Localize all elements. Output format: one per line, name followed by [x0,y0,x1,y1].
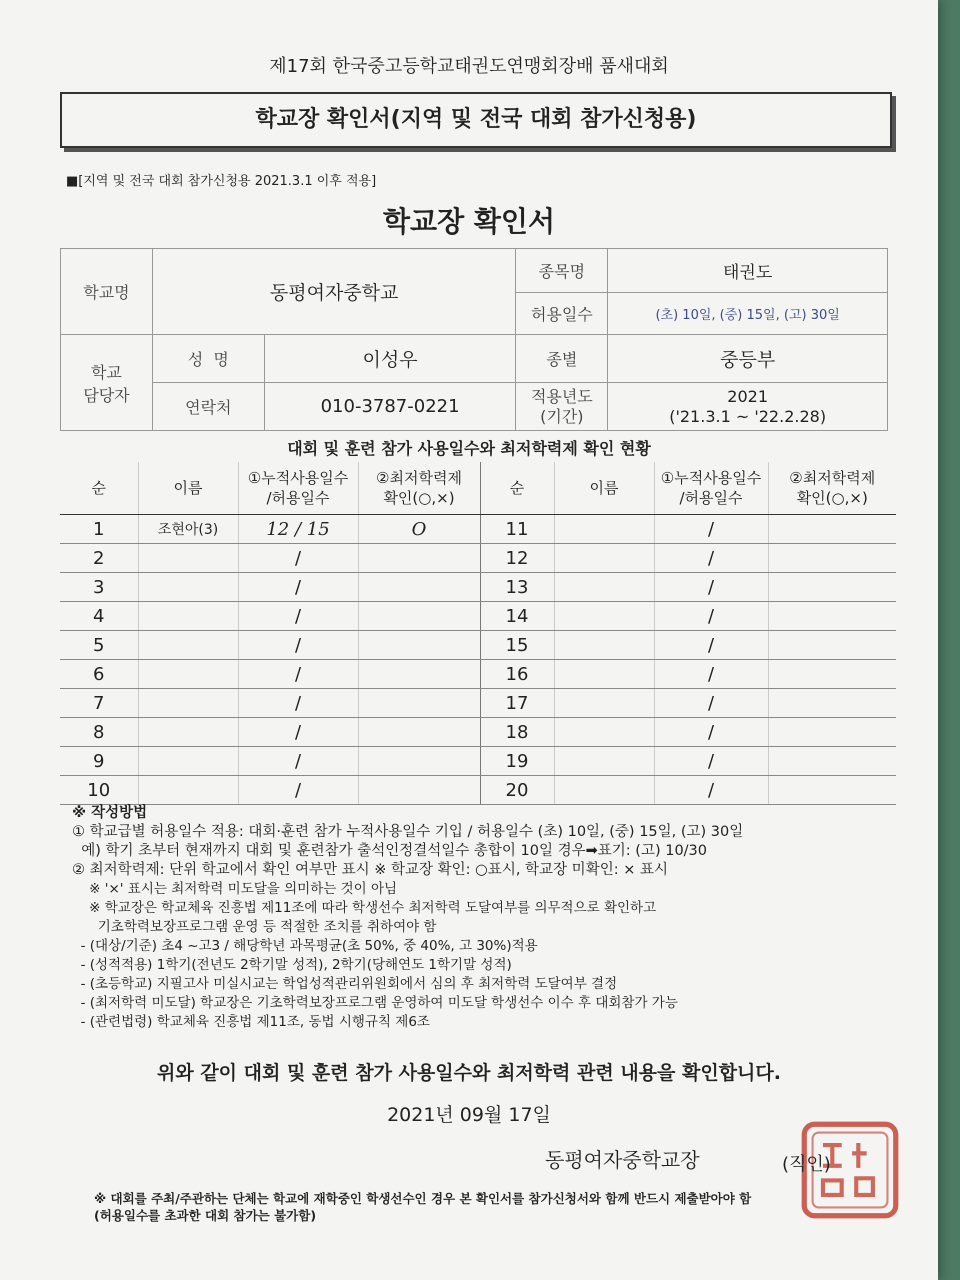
instruction-line: ※ 작성방법 [72,805,148,821]
row-number: 12 [480,544,554,573]
student-name [554,573,654,602]
usage-roster-table [60,462,896,805]
table-row [60,718,896,747]
instruction-line: - (대상/기준) 초4 ~고3 / 해당학년 과목평균(초 50%, 중 40%, 고 30%)적용 [72,938,538,954]
row-number: 1 [60,515,138,544]
header-cumulative-line1: ①누적사용일수 [247,469,349,487]
academic-check [768,776,896,805]
instruction-line: - (관련법령) 학교체육 진흥법 제11조, 동법 시행규칙 제6조 [72,1014,430,1030]
header-academic-line2: 확인(○,×) [383,489,455,507]
used-days: / [654,718,768,747]
academic-check [358,660,480,689]
event-label: 종목명 [516,249,608,293]
used-days: / [238,631,358,660]
row-number: 7 [60,689,138,718]
used-days: / [238,718,358,747]
student-name [138,573,238,602]
student-name [138,544,238,573]
row-number: 11 [480,515,554,544]
instruction-line: ② 최저학력제: 단위 학교에서 확인 여부만 표시 ※ 학교장 확인: ○표시, 학교장 미확인: × 표시 [72,862,668,878]
header-name: 이름 [138,462,238,515]
student-name [138,689,238,718]
header-cumulative-2-line2: /허용일수 [679,489,743,507]
row-number: 5 [60,631,138,660]
instruction-line: - (최저학력 미도달) 학교장은 기초학력보장프로그램 운영하여 미도달 학생선수 이수 후 대회참가 가능 [72,995,678,1011]
row-number: 6 [60,660,138,689]
header-name-2: 이름 [554,462,654,515]
student-name [554,660,654,689]
header-academic-line1: ②최저학력제 [376,469,462,487]
instruction-line: - (초등학교) 지필고사 미실시교는 학업성적관리위원회에서 심의 후 최저학력 도달여부 결정 [72,976,618,992]
student-name [554,689,654,718]
issue-date: 2021년 09월 17일 [387,1104,551,1126]
applicability-notice: ■[지역 및 전국 대회 참가신청용 2021.3.1 이후 적용] [66,174,377,189]
footnote-line2: (허용일수를 초과한 대회 참가는 불가함) [94,1208,317,1223]
year-label-line2: (기간) [540,406,584,426]
row-number: 15 [480,631,554,660]
used-days: / [238,602,358,631]
row-number: 4 [60,602,138,631]
used-days: / [238,544,358,573]
school-info-table [60,248,888,431]
used-days: / [654,689,768,718]
academic-check [358,776,480,805]
header-cumulative-days-2 [654,462,768,515]
year-value-line1: 2021 [727,386,768,406]
academic-check [358,602,480,631]
manager-name-value: 이성우 [264,335,516,383]
used-days: / [238,573,358,602]
year-value-line2: ('21.3.1 ~ '22.2.28) [669,406,827,426]
table-row [60,631,896,660]
school-name-label: 학교명 [61,249,153,335]
category-value: 중등부 [608,335,888,383]
usage-section-title: 대회 및 훈련 참가 사용일수와 최저학력제 확인 현황 [287,439,651,458]
academic-check: O [358,515,480,544]
header-cumulative-2-line1: ①누적사용일수 [660,469,762,487]
table-row [60,660,896,689]
category-label: 종별 [516,335,608,383]
academic-check [768,631,896,660]
student-name [554,544,654,573]
academic-check [358,747,480,776]
instruction-line: 기초학력보장프로그램 운영 등 적절한 조치를 취하여야 함 [72,919,437,935]
used-days: / [654,544,768,573]
header-academic-2-line2: 확인(○,×) [796,489,868,507]
instruction-line: 예) 학기 초부터 현재까지 대회 및 훈련참가 출석인정결석일수 총합이 10일 경우➡표기: (고) 10/30 [72,843,708,859]
academic-check [358,689,480,718]
academic-check [358,631,480,660]
academic-check [768,602,896,631]
row-number: 8 [60,718,138,747]
manager-label [61,335,153,431]
academic-check [768,544,896,573]
row-number: 19 [480,747,554,776]
academic-check [358,544,480,573]
instruction-line: ※ '×' 표시는 최저학력 미도달을 의미하는 것이 아님 [72,881,398,897]
student-name: 조현아(3) [138,515,238,544]
used-days: / [238,776,358,805]
used-days: / [654,776,768,805]
row-number: 3 [60,573,138,602]
student-name [554,602,654,631]
student-name [138,776,238,805]
row-number: 9 [60,747,138,776]
used-days: / [654,602,768,631]
document-title-box: 학교장 확인서(지역 및 전국 대회 참가신청용) [60,92,892,148]
student-name [554,515,654,544]
academic-check [768,747,896,776]
header-no-2: 순 [480,462,554,515]
student-name [138,660,238,689]
principal-name: 동평여자중학교장 [545,1148,700,1172]
footnote-line1: ※ 대회를 주최/주관하는 단체는 학교에 재학중인 학생선수인 경우 본 확인서를 참가신청서와 함께 반드시 제출받아야 함 [94,1191,752,1206]
contact-label: 연락처 [152,383,264,431]
table-row [60,602,896,631]
academic-check [768,573,896,602]
student-name [554,718,654,747]
contact-value: 010-3787-0221 [264,383,516,431]
header-academic-check-2 [768,462,896,515]
academic-check [768,718,896,747]
used-days: / [238,747,358,776]
academic-check [768,689,896,718]
row-number: 18 [480,718,554,747]
footnote [94,1190,894,1224]
manager-name-label: 성 명 [152,335,264,383]
row-number: 17 [480,689,554,718]
table-row [60,515,896,544]
table-row [60,689,896,718]
instruction-line: ① 학교급별 허용일수 적용: 대회·훈련 참가 누적사용일수 기입 / 허용일수 (초) 10일, (중) 15일, (고) 30일 [72,824,744,840]
used-days: / [238,689,358,718]
row-number: 13 [480,573,554,602]
header-academic-check [358,462,480,515]
student-name [138,602,238,631]
year-label-line1: 적용년도 [530,386,593,406]
instruction-line: - (성적적용) 1학기(전년도 2학기말 성적), 2학기(당해연도 1학기말 성적) [72,957,512,973]
academic-check [358,718,480,747]
header-no: 순 [60,462,138,515]
school-name-value: 동평여자중학교 [152,249,516,335]
seal-label: (직인) [782,1154,831,1175]
student-name [554,631,654,660]
row-number: 20 [480,776,554,805]
competition-title: 제17회 한국중고등학교태권도연맹회장배 품새대회 [269,56,669,77]
used-days: / [654,573,768,602]
allowed-days-value: (초) 10일, (중) 15일, (고) 30일 [608,293,888,335]
header-cumulative-line2: /허용일수 [266,489,330,507]
instructions-block [72,804,902,1032]
table-row [60,544,896,573]
year-value [608,383,888,431]
form-title: 학교장 확인서 [382,205,556,238]
student-name [554,776,654,805]
used-days: / [238,660,358,689]
academic-check [768,515,896,544]
row-number: 10 [60,776,138,805]
student-name [138,747,238,776]
year-label [516,383,608,431]
instruction-line: ※ 학교장은 학교체육 진흥법 제11조에 따라 학생선수 최저학력 도달여부를 의무적으로 확인하고 [72,900,657,916]
used-days: / [654,515,768,544]
table-row [60,573,896,602]
manager-label-line1: 학교 [90,362,122,382]
academic-check [768,660,896,689]
confirmation-statement: 위와 같이 대회 및 훈련 참가 사용일수와 최저학력 관련 내용을 확인합니다. [157,1062,781,1084]
table-row [60,776,896,805]
manager-label-line2: 담당자 [83,385,130,405]
header-cumulative-days [238,462,358,515]
row-number: 16 [480,660,554,689]
academic-check [358,573,480,602]
row-number: 2 [60,544,138,573]
row-number: 14 [480,602,554,631]
table-row [60,747,896,776]
header-academic-2-line1: ②최저학력제 [789,469,876,487]
event-value: 태권도 [608,249,888,293]
student-name [554,747,654,776]
used-days: / [654,747,768,776]
used-days: / [654,631,768,660]
student-name [138,631,238,660]
used-days: / [654,660,768,689]
allowed-days-label: 허용일수 [516,293,608,335]
used-days: 12 / 15 [238,515,358,544]
student-name [138,718,238,747]
